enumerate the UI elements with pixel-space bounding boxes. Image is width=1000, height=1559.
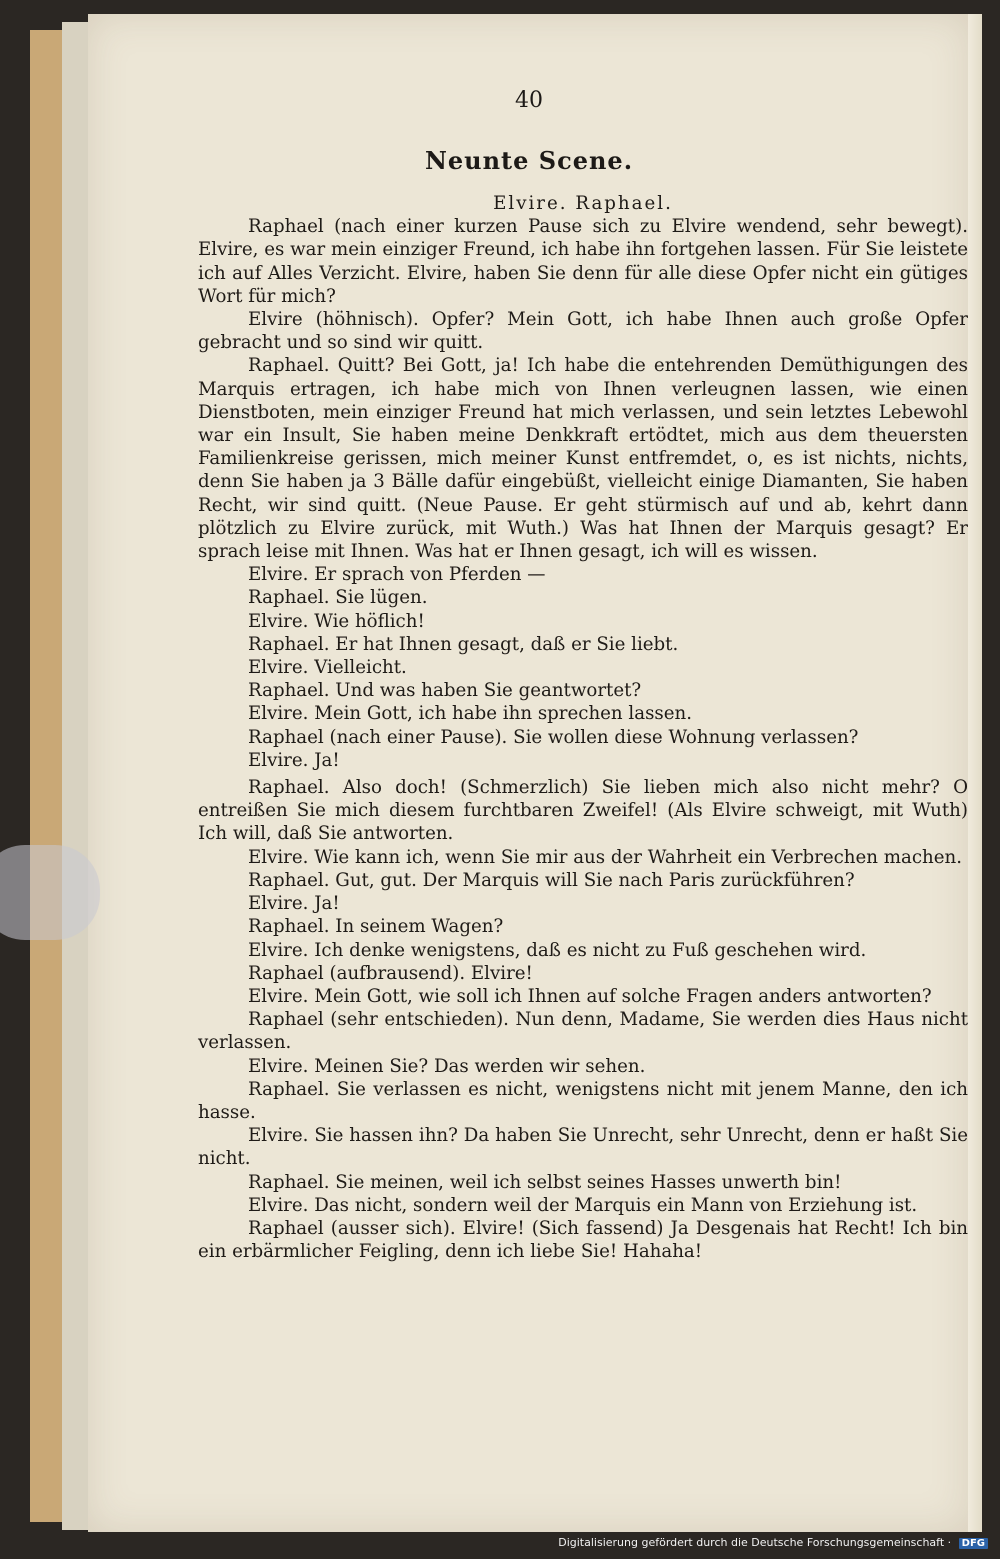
dialogue-line: Raphael. Und was haben Sie geantwortet? bbox=[248, 680, 642, 702]
dialogue-line: Elvire. Er sprach von Pferden — bbox=[248, 564, 546, 586]
character-list: Elvire. Raphael. bbox=[493, 193, 673, 214]
dialogue-line: Elvire. Ja! bbox=[248, 749, 340, 771]
dialogue-line: Elvire. Vielleicht. bbox=[248, 657, 407, 679]
dialogue-line: Raphael (aufbrausend). Elvire! bbox=[248, 962, 533, 984]
scanner-finger-shadow bbox=[0, 845, 100, 940]
dialogue-line: Raphael. Quitt? Bei Gott, ja! Ich habe die entehrenden Demüthigungen des Marquis ertragen, ich habe mich von Ihnen verleugnen lassen, wie einen Dienstboten, mein einziger Freund hat mich verlassen, und sein letztes Lebewohl war ein Insult, Sie haben meine Denkkraft ertödtet, mich aus dem theuersten Familienkreise gerissen, mich meiner Kunst entfremdet, o, es ist nichts, nichts, denn Sie haben ja 3 Bälle dafür eingebüßt, vielleicht einige Diamanten, Sie haben Recht, wir sind quitt. (Neue Pause. Er geht stürmisch auf und ab, kehrt dann plötzlich zu Elvire zurück, mit Wuth.) Was hat Ihnen der Marquis gesagt? Er sprach leise mit Ihnen. Was hat er Ihnen gesagt, ich will es wissen. bbox=[198, 355, 968, 563]
page-edge bbox=[968, 14, 982, 1532]
dialogue-line: Raphael. Sie meinen, weil ich selbst seines Hasses unwerth bin! bbox=[248, 1171, 842, 1193]
dialogue-line: Raphael (ausser sich). Elvire! (Sich fassend) Ja Desgenais hat Recht! Ich bin ein erbärmlicher Feigling, denn ich liebe Sie! Hahaha! bbox=[198, 1217, 968, 1263]
footer-text: Digitalisierung gefördert durch die Deutsche Forschungsgemeinschaft · bbox=[558, 1536, 952, 1549]
dialogue-line: Raphael (nach einer Pause). Sie wollen diese Wohnung verlassen? bbox=[248, 726, 859, 748]
dialogue-line: Raphael. Gut, gut. Der Marquis will Sie nach Paris zurückführen? bbox=[248, 869, 855, 891]
dialogue-line: Elvire. Das nicht, sondern weil der Marquis ein Mann von Erziehung ist. bbox=[248, 1194, 918, 1216]
book-page bbox=[88, 14, 970, 1532]
dialogue-line: Elvire. Wie höflich! bbox=[248, 610, 425, 632]
dialogue-line: Raphael. Sie lügen. bbox=[248, 587, 428, 609]
dfg-logo: DFG bbox=[959, 1538, 988, 1549]
dialogue-line: Elvire. Ja! bbox=[248, 893, 340, 915]
dialogue-line: Elvire. Mein Gott, ich habe ihn sprechen lassen. bbox=[248, 703, 693, 725]
dialogue-line: Elvire. Sie hassen ihn? Da haben Sie Unrecht, sehr Unrecht, denn er haßt Sie nicht. bbox=[198, 1125, 968, 1170]
footer-credit bbox=[558, 1536, 988, 1549]
dialogue-line: Raphael (sehr entschieden). Nun denn, Madame, Sie werden dies Haus nicht verlassen. bbox=[198, 1009, 968, 1054]
page-number: 40 bbox=[515, 88, 543, 113]
dialogue-line: Elvire (höhnisch). Opfer? Mein Gott, ich habe Ihnen auch große Opfer gebracht und so sind wir quitt. bbox=[198, 309, 968, 354]
dialogue-text bbox=[198, 192, 968, 1263]
dialogue-line: Raphael. Also doch! (Schmerzlich) Sie lieben mich also nicht mehr? O entreißen Sie mich diesem furchtbaren Zweifel! (Als Elvire schweigt, mit Wuth) Ich will, daß Sie antworten. bbox=[198, 777, 968, 845]
dialogue-line: Elvire. Ich denke wenigstens, daß es nicht zu Fuß geschehen wird. bbox=[248, 939, 867, 961]
dialogue-line: Elvire. Meinen Sie? Das werden wir sehen. bbox=[248, 1055, 646, 1077]
dialogue-line: Raphael. Er hat Ihnen gesagt, daß er Sie liebt. bbox=[248, 633, 679, 655]
dialogue-line: Raphael. In seinem Wagen? bbox=[248, 916, 504, 938]
dialogue-line: Raphael (nach einer kurzen Pause sich zu Elvire wendend, sehr bewegt). Elvire, es war mein einziger Freund, ich habe ihn fortgehen lassen. Für Sie leistete ich auf Alles Verzicht. Elvire, haben Sie denn für alle diese Opfer nicht ein gütiges Wort für mich? bbox=[198, 216, 968, 307]
scene-title: Neunte Scene. bbox=[424, 146, 634, 175]
dialogue-line: Elvire. Mein Gott, wie soll ich Ihnen auf solche Fragen anders antworten? bbox=[248, 985, 932, 1007]
dialogue-line: Elvire. Wie kann ich, wenn Sie mir aus der Wahrheit ein Verbrechen machen. bbox=[248, 846, 962, 868]
dialogue-line: Raphael. Sie verlassen es nicht, wenigstens nicht mit jenem Manne, den ich hasse. bbox=[198, 1078, 968, 1123]
